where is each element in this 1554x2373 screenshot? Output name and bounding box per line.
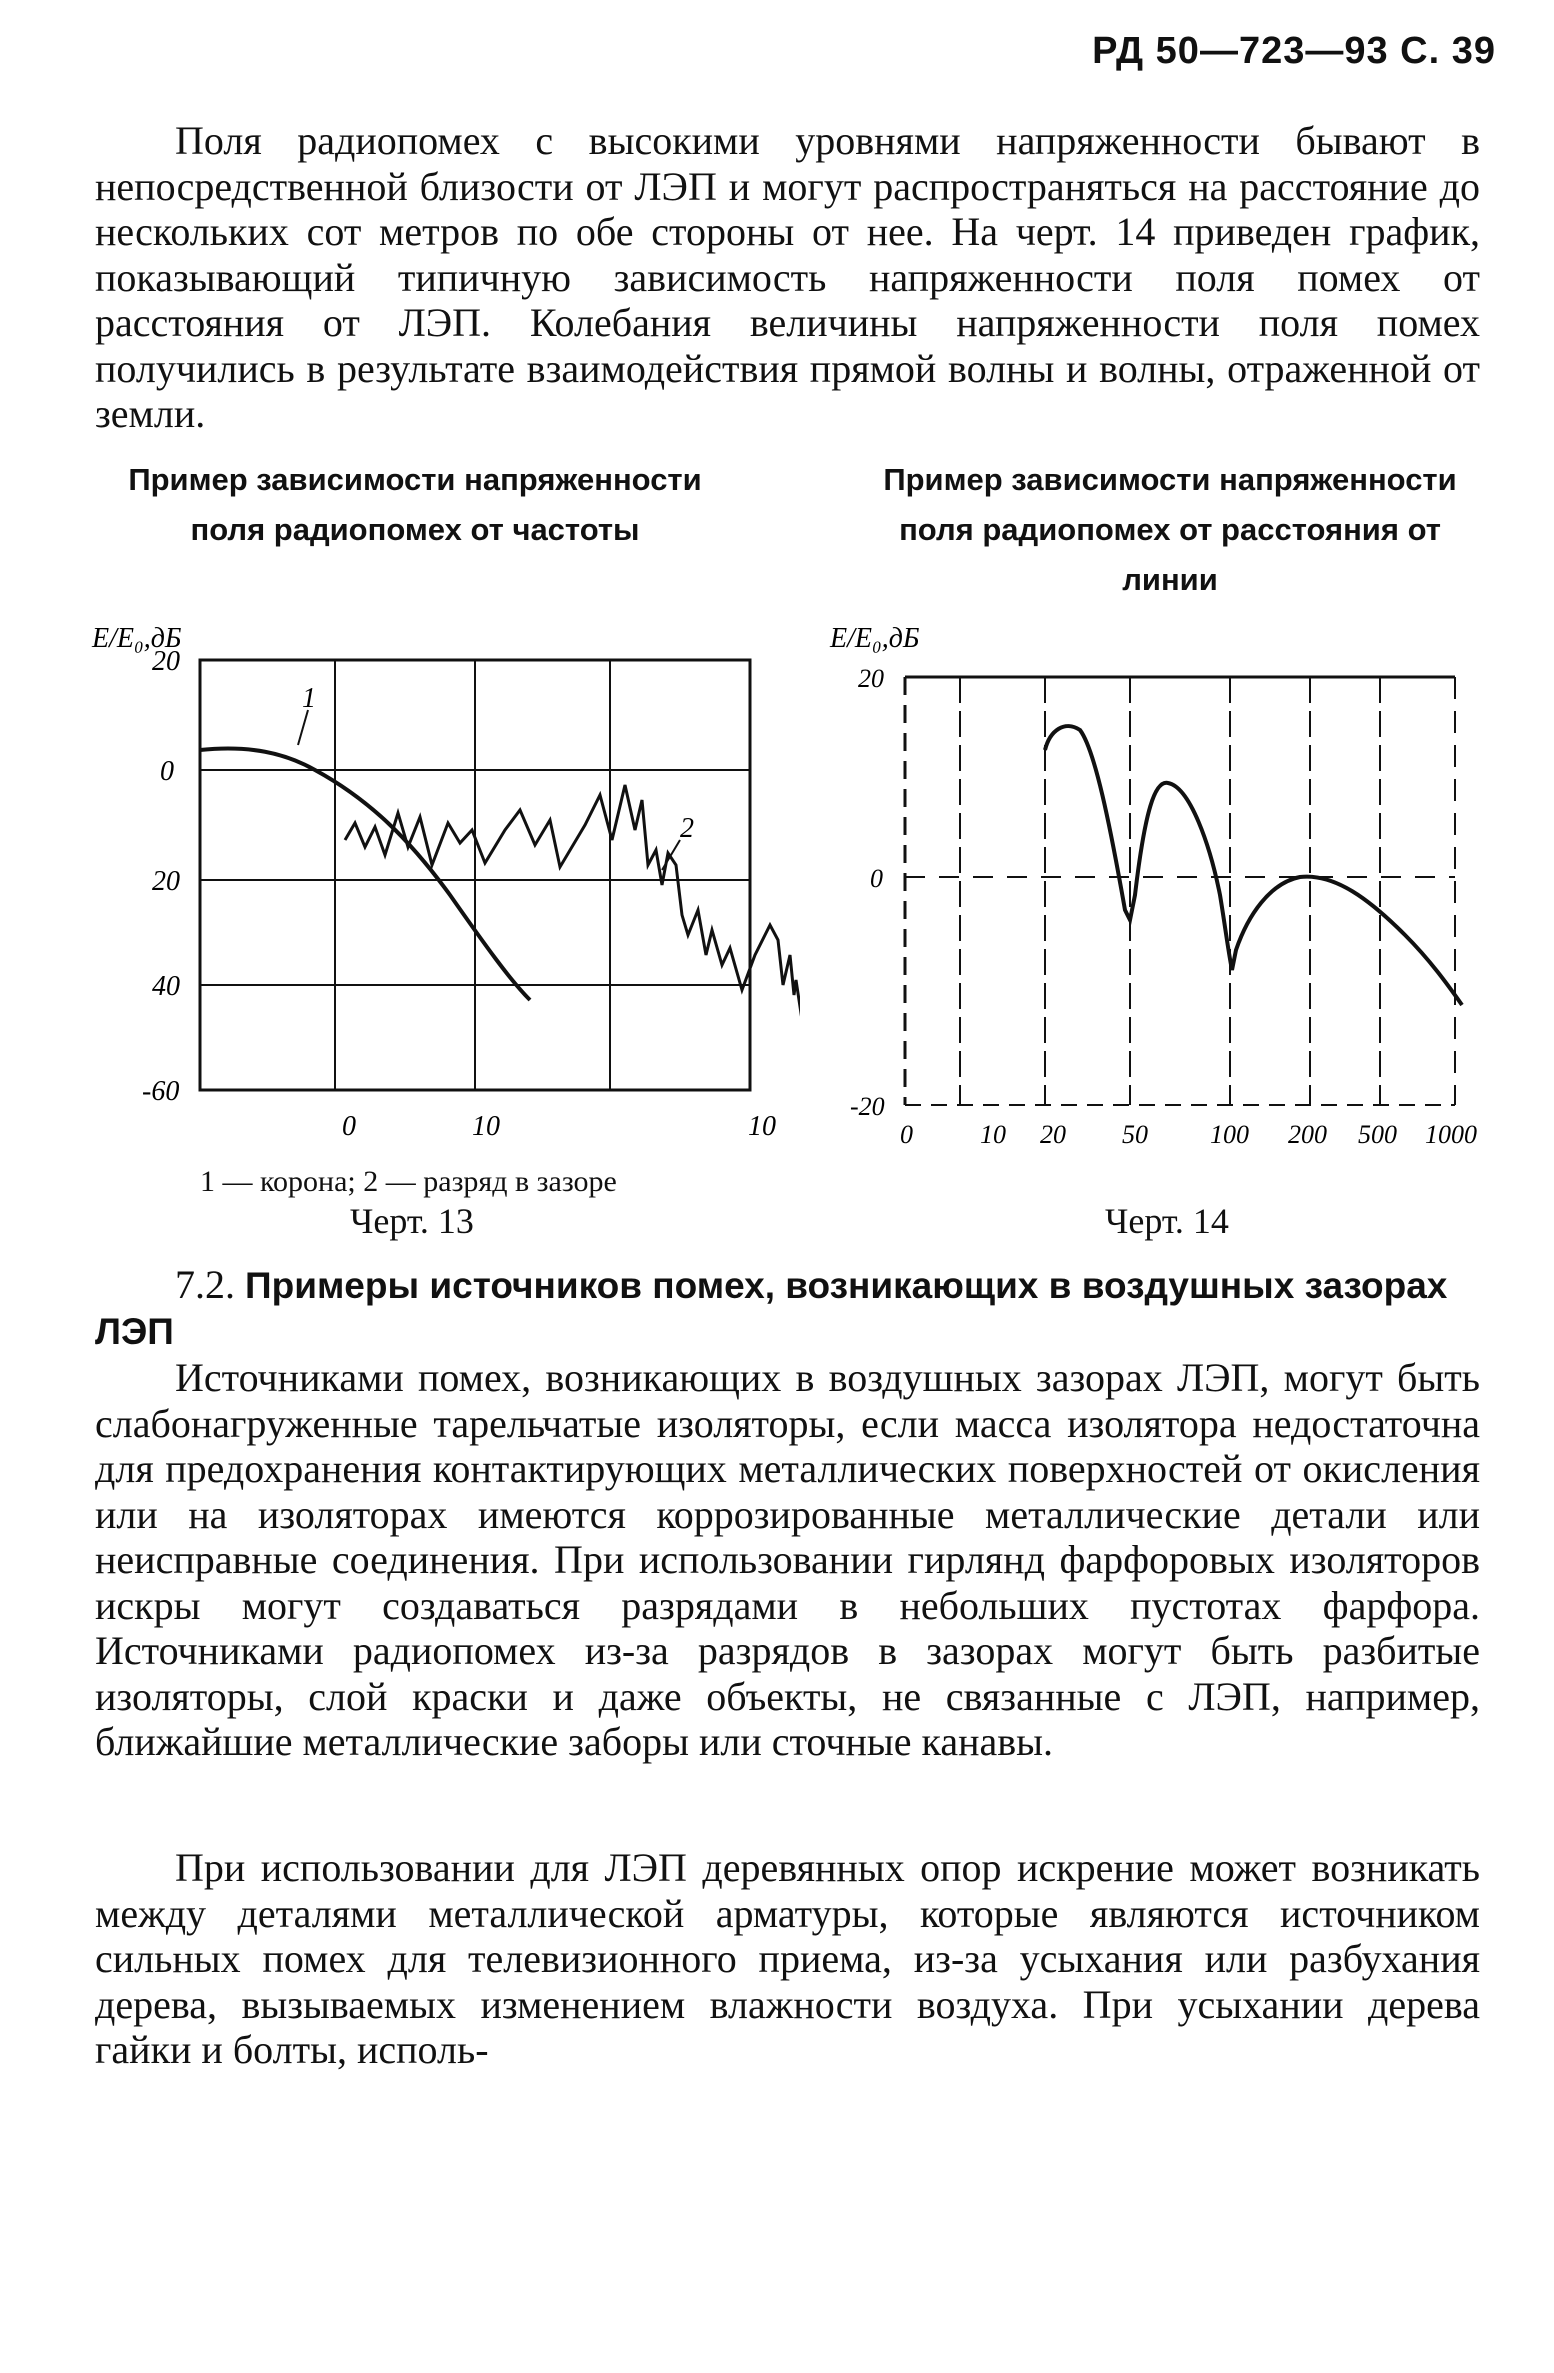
- figure14-curve: [1045, 726, 1462, 1005]
- figure13-xtick-3: 10: [748, 1111, 776, 1142]
- figure14-xtick-6: 200: [1288, 1120, 1327, 1149]
- intro-paragraph: Поля радиопомех с высокими уровнями напряженности бывают в непосредственной близости от ЛЭП и могут распространяться на расстояние до нескольких сот метров по обе стороны от нее. На черт. 14 приведен график, показывающий типичную зависимость напряженности поля помех от расстояния от ЛЭП. Колебания величины напряженности поля помех получились в результате взаимодействия прямой волны и волны, отраженной от земли.: [95, 118, 1480, 436]
- figure13-ytick-4: 40: [152, 971, 180, 1002]
- figure13-title: [95, 455, 735, 555]
- figure13-legend: 1 — корона; 2 — разряд в зазоре: [200, 1165, 617, 1198]
- section-heading: [95, 1262, 1480, 1354]
- figure13-ytick-2: 0: [160, 756, 174, 787]
- paragraph-2: Источниками помех, возникающих в воздушных зазорах ЛЭП, могут быть слабонагруженные тарельчатые изоляторы, если масса изолятора недостаточна для предохранения контактирующих металлических поверхностей от окисления или на изоляторах имеются коррозированные металлические детали или неисправные соединения. При использовании гирлянд фарфоровых изоляторов искры могут создаваться разрядами в небольших пустотах фарфора. Источниками радиопомех из-за разрядов в зазорах могут быть разбитые изоляторы, слой краски и даже объекты, не связанные с ЛЭП, например, ближайшие металлические заборы или сточные канавы.: [95, 1355, 1480, 1764]
- figure14-title-line1: Пример зависимости напряженности: [883, 462, 1457, 497]
- figure13-curve-corona: [200, 749, 530, 1000]
- paragraph-3: При использовании для ЛЭП деревянных опор искрение может возникать между деталями металлической арматуры, которые являются источником сильных помех для телевизионного приема, из-за усыхания или разбухания дерева, вызываемых изменением влажности воздуха. При усыхании дерева гайки и болты, исполь-: [95, 1845, 1480, 2072]
- figure14-title: [850, 455, 1490, 605]
- figure14-xtick-2: 10: [980, 1120, 1006, 1149]
- page-header: РД 50—723—93 С. 39: [1092, 30, 1496, 72]
- figure13-ylabel: E/E₀,дБ: [92, 623, 182, 654]
- figure13-curve-label-2: 2: [680, 813, 694, 844]
- figure14-xtick-8: 1000: [1425, 1120, 1477, 1149]
- figure13-title-line2: поля радиопомех от частоты: [190, 512, 640, 547]
- figure14-xtick-1: 0: [900, 1120, 913, 1149]
- figure13-title-line1: Пример зависимости напряженности: [128, 462, 702, 497]
- figure14-xtick-7: 500: [1358, 1120, 1397, 1149]
- figure13-ytick-3: 20: [152, 866, 180, 897]
- figure14-title-line2: поля радиопомех от расстояния от: [899, 512, 1441, 547]
- figure14-ytick-2: 0: [870, 864, 883, 893]
- figure14-ytick-1: 20: [858, 664, 884, 693]
- figure13-ytick-1: 20: [152, 646, 180, 677]
- figure14-chart: [800, 615, 1500, 1155]
- figure13-ytick-5: -60: [142, 1076, 180, 1107]
- figure13-xtick-2: 10: [472, 1111, 500, 1142]
- figure14-xtick-4: 50: [1122, 1120, 1148, 1149]
- figure14-label: Черт. 14: [1105, 1201, 1229, 1241]
- figure13-label: Черт. 13: [350, 1201, 474, 1241]
- section-title: Примеры источников помех, возникающих в воздушных зазорах ЛЭП: [95, 1265, 1448, 1352]
- figure14-ylabel: E/E₀,дБ: [830, 623, 920, 654]
- figure13-curve-label-1: 1: [302, 683, 316, 714]
- section-number: 7.2.: [175, 1262, 235, 1307]
- figure14-title-line3: линии: [1122, 562, 1218, 597]
- figure14-xtick-5: 100: [1210, 1120, 1249, 1149]
- figure13-label1-leader: [298, 710, 308, 745]
- figure13-xtick-1: 0: [342, 1111, 356, 1142]
- figure13-chart: [80, 615, 800, 1155]
- figure14-ytick-3: -20: [850, 1092, 885, 1121]
- figure14-xtick-3: 20: [1040, 1120, 1066, 1149]
